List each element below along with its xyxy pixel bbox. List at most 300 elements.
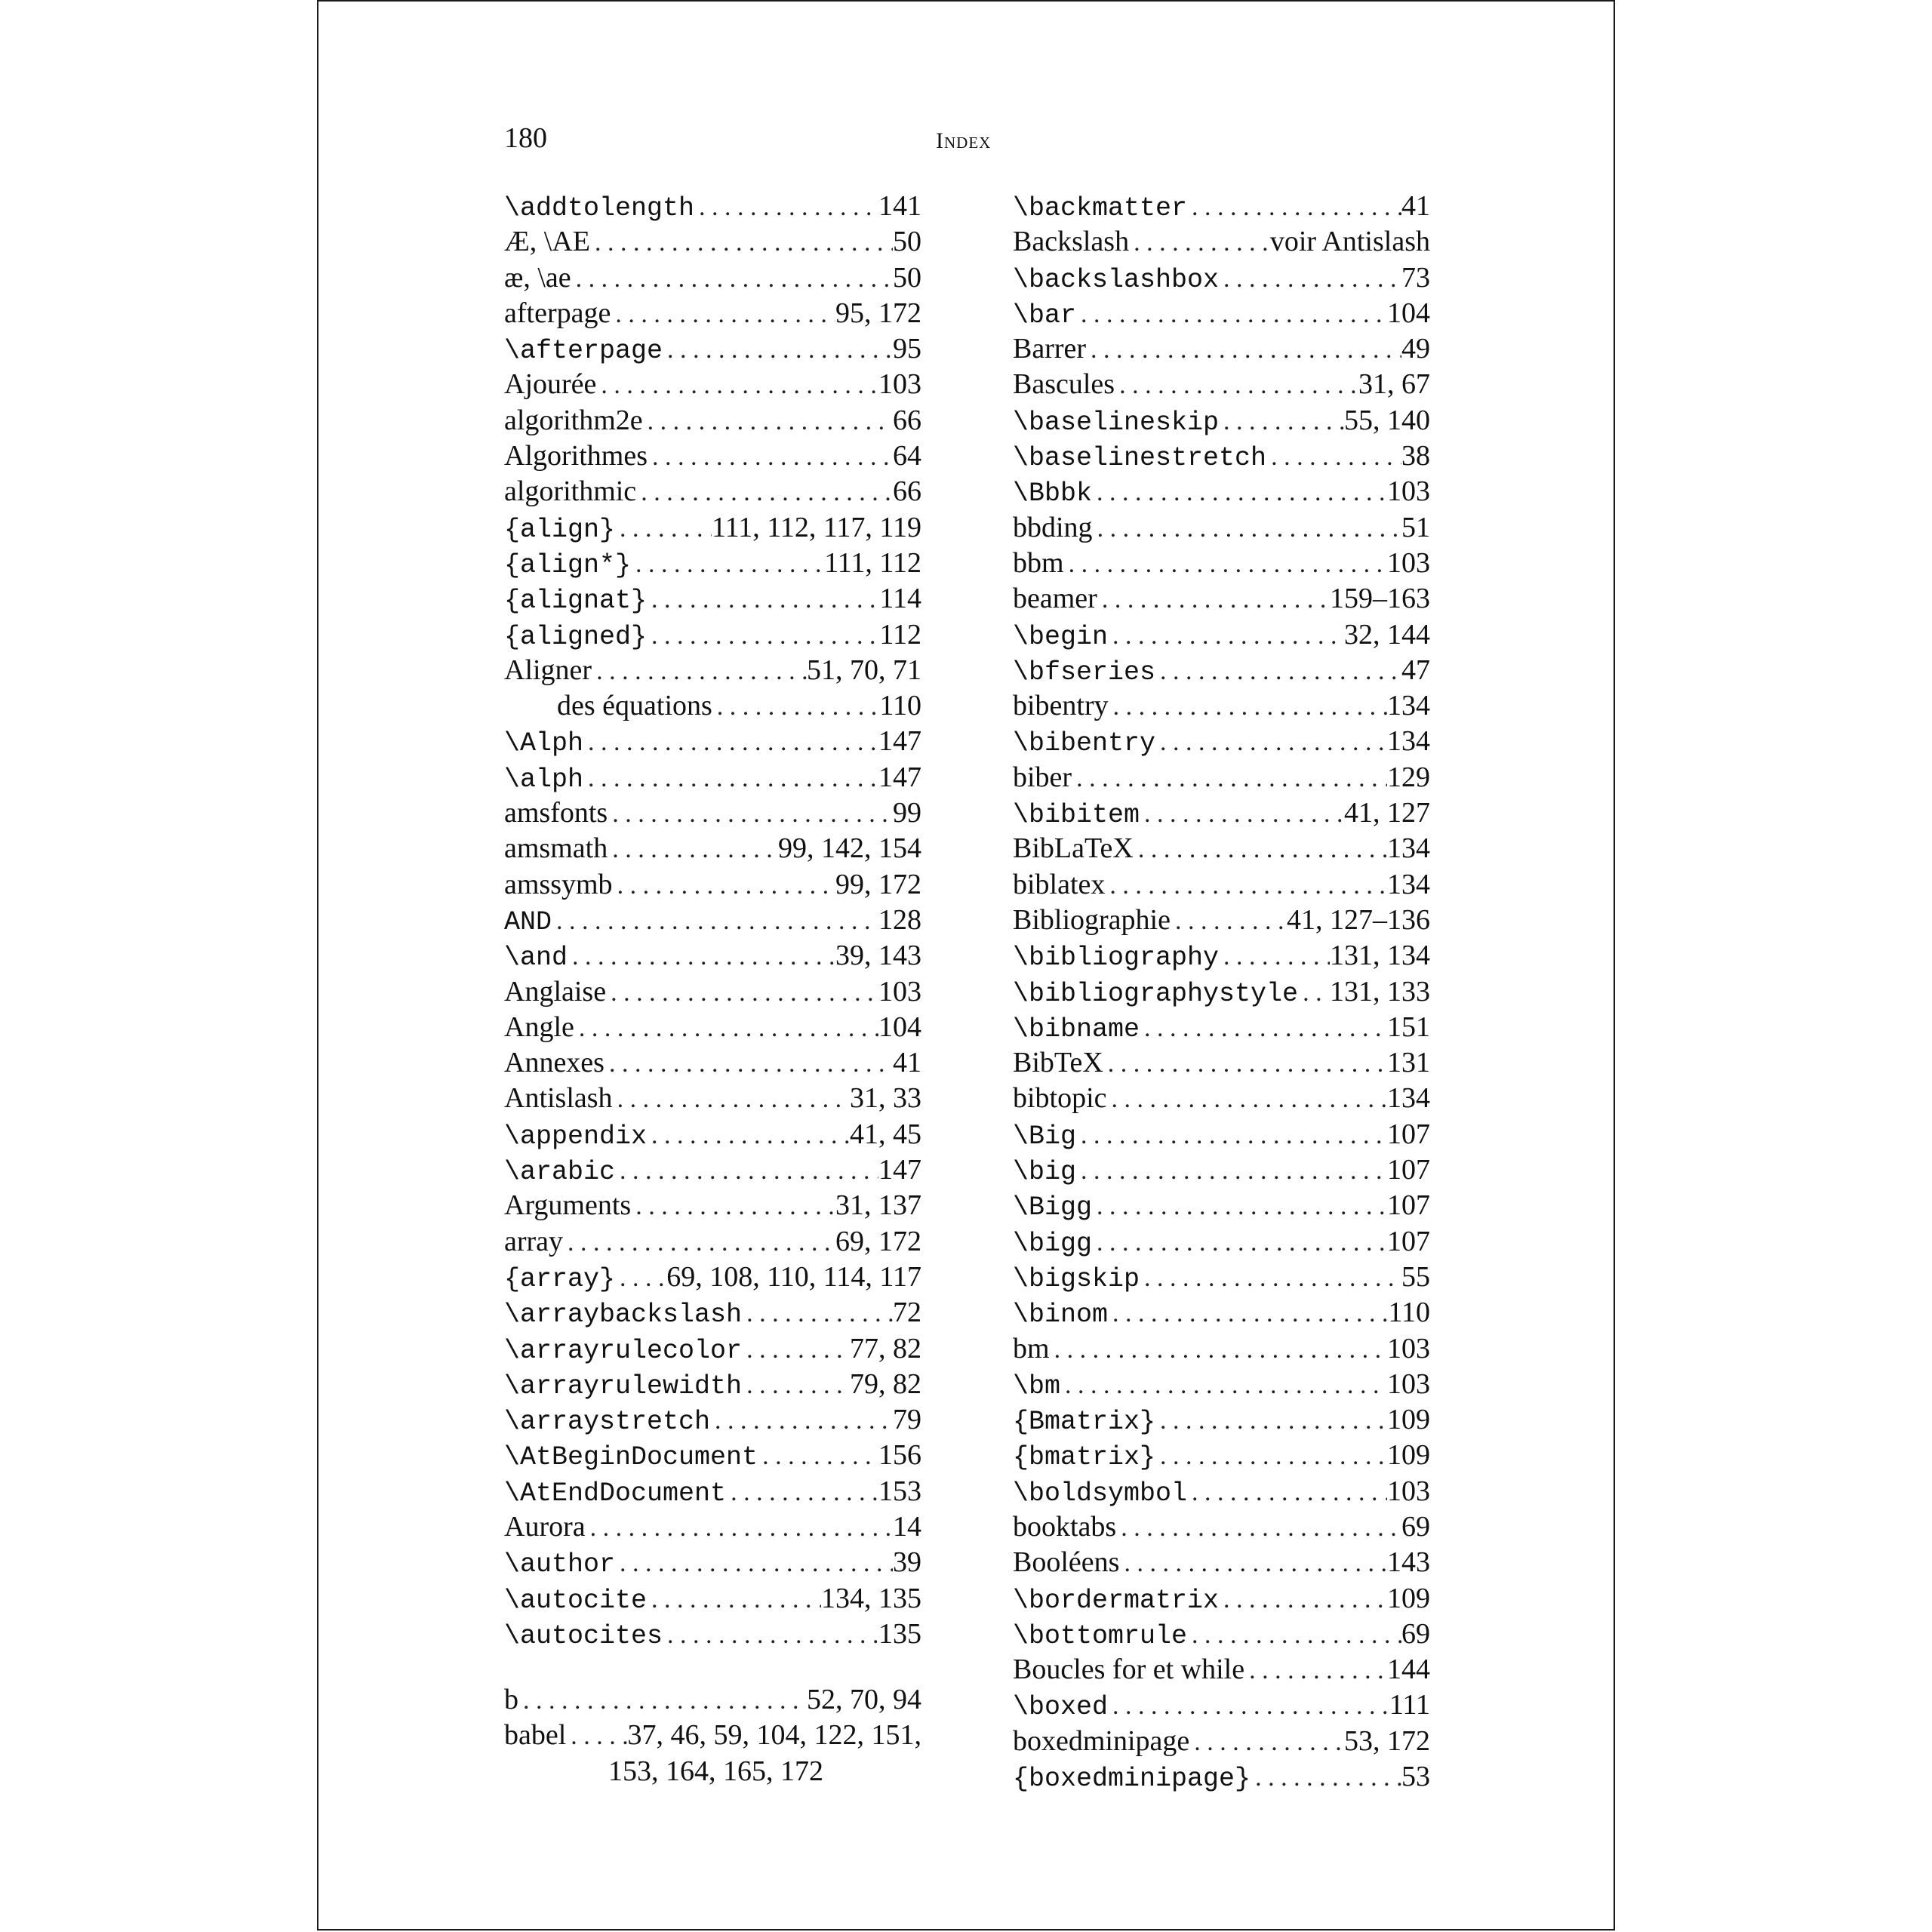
dot-leader [1108,618,1344,653]
index-term: amsfonts [504,797,608,829]
index-entry [1013,224,1430,260]
dot-leader [1076,1118,1387,1152]
index-term: \backslashbox [1013,264,1220,295]
dot-leader [615,511,712,546]
index-entry [1013,1331,1430,1367]
dot-leader [611,297,835,331]
index-entry [1013,1260,1430,1295]
index-term: Booléens [1013,1546,1120,1579]
index-pages: 128 [878,903,921,936]
dot-leader [647,618,879,653]
index-entry [1013,938,1430,974]
index-term: bbm [1013,546,1064,579]
index-entry [1013,1438,1430,1473]
dot-leader [663,332,893,367]
index-term: \baselinestretch [1013,443,1267,474]
index-entry [1013,1581,1430,1617]
index-entry [1013,1081,1430,1116]
index-pages: 129 [1387,761,1430,793]
index-term: \alph [504,764,584,795]
index-pages: 107 [1387,1189,1430,1222]
dot-leader [647,1582,821,1617]
dot-leader [1072,761,1387,795]
index-entry [504,474,921,509]
index-entry [1013,760,1430,795]
index-pages: 103 [1387,475,1430,508]
index-term: {Bmatrix} [1013,1407,1156,1438]
index-term: \arrayrulecolor [504,1335,743,1366]
index-pages: 111, 112, 117, 119 [712,511,921,543]
index-entry [1013,974,1430,1010]
index-term: \begin [1013,621,1109,652]
index-pages: 103 [1387,1367,1430,1400]
index-entry [1013,1224,1430,1260]
index-term: des équations [557,690,712,722]
index-entry [504,1682,921,1718]
index-pages: 151 [1387,1011,1430,1043]
index-pages: 69 [1401,1617,1430,1650]
index-term: Aurora [504,1510,586,1543]
dot-leader [1076,1153,1387,1188]
index-pages: 109 [1387,1439,1430,1472]
dot-leader [663,1617,878,1652]
index-entry [504,1224,921,1260]
dot-leader [1298,975,1330,1010]
index-term: \author [504,1549,616,1580]
index-pages: 53, 172 [1344,1724,1430,1757]
index-term: \and [504,943,568,974]
index-term: \bigg [1013,1228,1093,1259]
dot-leader [1187,1617,1401,1652]
dot-leader [1155,724,1387,759]
dot-leader [1093,511,1401,546]
dot-leader [1097,582,1330,617]
index-pages: 111 [1389,1689,1430,1721]
dot-leader [694,189,878,224]
index-entry [1013,1509,1430,1545]
index-term: \baselineskip [1013,407,1220,438]
index-entry [1013,1295,1430,1331]
index-pages: 99, 142, 154 [778,832,921,865]
dot-leader [1219,261,1401,296]
index-pages: 99, 172 [835,868,921,900]
index-pages: 103 [1387,546,1430,579]
index-entry [504,867,921,903]
index-term: Bibliographie [1013,903,1171,936]
index-pages: 112 [879,618,921,651]
index-entry [504,260,921,296]
page-header [504,119,1432,162]
index-term: \binom [1013,1300,1109,1331]
index-pages: 51 [1401,511,1430,543]
index-term: bbding [1013,511,1093,543]
index-term: Bascules [1013,368,1115,401]
index-entry [504,367,921,402]
index-pages: 143 [1387,1546,1430,1579]
index-pages: 69, 108, 110, 114, 117 [666,1260,921,1293]
index-term: \bibname [1013,1014,1140,1044]
index-term: \bibentry [1013,728,1156,759]
index-pages: 104 [878,1011,921,1043]
index-term: Boucles for et while [1013,1654,1245,1686]
index-entry [504,1367,921,1402]
index-term: \arraybackslash [504,1300,743,1331]
index-term: æ, \ae [504,261,571,294]
index-column-right [1013,189,1430,1795]
index-term: \bibitem [1013,800,1140,831]
index-term: booktabs [1013,1510,1117,1543]
index-term: {bmatrix} [1013,1442,1156,1473]
index-pages: 47 [1401,654,1430,686]
index-entry [504,938,921,974]
index-entry [1013,831,1430,866]
index-term: \Bbbk [1013,478,1093,509]
letter-group-gap [504,1652,921,1682]
index-entry [1013,903,1430,938]
dot-leader [1105,868,1387,903]
index-pages: 99 [893,797,921,829]
index-pages: 134 [1387,868,1430,900]
index-term: \afterpage [504,336,663,367]
index-pages: 31, 137 [835,1189,921,1222]
index-entry [1013,617,1430,653]
index-term: b [504,1684,518,1716]
index-pages: 135 [878,1617,921,1650]
index-term: babel [504,1719,567,1752]
index-pages: 147 [878,761,921,793]
dot-leader [1115,368,1358,402]
index-term: Antislash [504,1082,613,1115]
index-pages: 131 [1387,1047,1430,1079]
index-pages: 134 [1387,725,1430,758]
index-term: bm [1013,1332,1050,1364]
dot-leader [605,1046,893,1081]
dot-leader [586,1510,893,1545]
index-entry [504,831,921,866]
dot-leader [608,832,778,866]
index-term: \AtBeginDocument [504,1442,758,1473]
index-term: Aligner [504,654,592,686]
index-entry [504,795,921,831]
dot-leader [1155,1403,1387,1438]
index-entry [504,189,921,224]
index-term: algorithm2e [504,404,643,436]
index-pages: 103 [1387,1475,1430,1507]
dot-leader [583,761,878,795]
index-term: \Alph [504,728,584,759]
index-term: \Big [1013,1121,1077,1152]
index-term: \boxed [1013,1692,1109,1723]
index-entry [504,974,921,1010]
index-pages: 77, 82 [850,1332,921,1364]
index-entry [1013,1724,1430,1759]
dot-leader [1092,475,1387,509]
index-entry [504,617,921,653]
index-term: \arraystretch [504,1407,711,1438]
dot-leader [1064,546,1387,581]
index-term: biblatex [1013,868,1106,900]
dot-leader [1219,939,1330,974]
dot-leader [1155,654,1401,688]
index-pages: voir Antislash [1269,226,1430,258]
dot-leader [648,439,893,474]
index-pages: 144 [1387,1654,1430,1686]
index-entry [504,1617,921,1652]
index-pages: 55 [1401,1260,1430,1293]
index-entry [504,1045,921,1081]
dot-leader [1109,689,1387,724]
index-entry [504,653,921,688]
index-term: \AtEndDocument [504,1478,727,1509]
dot-leader [571,261,893,296]
index-entry [504,296,921,331]
index-term: boxedminipage [1013,1724,1190,1757]
index-term: Barrer [1013,333,1087,365]
index-pages: 153 [878,1475,921,1507]
dot-leader [636,475,893,509]
index-term: amssymb [504,868,613,900]
index-entry [504,1581,921,1617]
index-pages: 109 [1387,1404,1430,1436]
index-entry [1013,331,1430,367]
dot-leader [1108,1296,1388,1331]
index-pages: 114 [879,583,921,615]
dot-leader [1134,832,1387,866]
dot-leader [518,1683,807,1718]
index-entry [504,581,921,617]
index-entry [504,1474,921,1509]
index-pages: 147 [878,1154,921,1186]
index-entry [504,1545,921,1580]
dot-leader [631,1189,835,1223]
index-term: Arguments [504,1189,632,1222]
index-pages: 38 [1401,440,1430,472]
index-pages: 64 [893,440,921,472]
dot-leader [1103,1046,1387,1081]
index-pages: 66 [893,404,921,436]
index-term: amsmath [504,832,608,865]
index-entry [1013,474,1430,509]
index-term: {boxedminipage} [1013,1764,1251,1795]
index-entry [1013,795,1430,831]
index-term: Angle [504,1011,574,1043]
index-entry [1013,1045,1430,1081]
index-pages: 107 [1387,1118,1430,1150]
index-term: \bottomrule [1013,1620,1188,1651]
index-pages: 32, 144 [1344,618,1430,651]
index-entry [1013,867,1430,903]
index-term: \big [1013,1157,1077,1188]
dot-leader [1092,1225,1387,1260]
index-term: afterpage [504,297,611,329]
index-term: algorithmic [504,475,637,508]
index-entry [504,1509,921,1545]
index-pages: 147 [878,725,921,758]
index-pages: 134 [1387,832,1430,865]
index-entry [504,903,921,938]
index-pages: 69 [1401,1510,1430,1543]
index-pages: 131, 133 [1330,975,1430,1008]
index-pages: 103 [878,975,921,1008]
dot-leader [1187,189,1401,224]
dot-leader [742,1332,850,1367]
index-term: Annexes [504,1047,605,1079]
index-pages: 141 [878,190,921,222]
index-term: \bar [1013,300,1077,331]
dot-leader [647,1118,850,1152]
dot-leader [712,689,880,724]
index-entry [1013,1545,1430,1580]
index-term: \bigskip [1013,1263,1140,1294]
index-term: \boldsymbol [1013,1478,1188,1509]
dot-leader [742,1367,850,1402]
index-pages: 53 [1401,1761,1430,1793]
index-pages: 51, 70, 71 [807,654,921,686]
index-term: Ajourée [504,368,597,401]
index-term: Algorithmes [504,440,648,472]
dot-leader [606,975,878,1010]
dot-leader [566,1718,627,1753]
index-entry [504,546,921,581]
index-entry [1013,688,1430,724]
index-pages: 111, 112 [824,546,921,579]
dot-leader [1140,796,1344,831]
index-pages: 50 [893,261,921,294]
index-entry [1013,724,1430,759]
index-entry [504,1188,921,1223]
dot-leader [1266,439,1401,474]
dot-leader [1116,1510,1401,1545]
index-pages: 134 [1387,1082,1430,1115]
dot-leader [1107,1081,1387,1116]
index-term: \Bigg [1013,1192,1093,1223]
index-entry [504,1295,921,1331]
index-pages: 49 [1401,333,1430,365]
index-term: \autocites [504,1620,663,1651]
index-entry [504,1117,921,1152]
dot-leader [574,1011,878,1045]
index-entry [1013,1188,1430,1223]
index-entry [504,1081,921,1116]
running-title: Index [936,128,992,153]
dot-leader [742,1296,893,1331]
dot-leader [1050,1332,1387,1367]
dot-leader [1189,1724,1344,1759]
index-entry [1013,189,1430,224]
dot-leader [1155,1438,1387,1473]
index-pages: 41 [1401,190,1430,222]
index-pages: 39 [893,1546,921,1579]
index-pages: 66 [893,475,921,508]
dot-leader [1129,225,1270,260]
index-term: \bibliography [1013,943,1220,974]
index-term: Backslash [1013,226,1130,258]
index-pages: 39, 143 [835,940,921,972]
dot-leader [1060,1367,1387,1402]
index-entry [504,510,921,546]
index-entry [504,1438,921,1473]
index-term: bibtopic [1013,1082,1107,1115]
index-entry [1013,1402,1430,1438]
index-pages: 41 [893,1047,921,1079]
dot-leader [710,1403,893,1438]
index-pages: 159–163 [1330,583,1430,615]
index-pages: 41, 45 [850,1118,921,1150]
index-pages: 103 [1387,1332,1430,1364]
index-pages: 69, 172 [835,1225,921,1257]
index-pages: 131, 134 [1330,940,1430,972]
dot-leader [613,868,835,903]
index-pages: 73 [1401,261,1430,294]
index-entry [504,1402,921,1438]
index-term: \arabic [504,1157,616,1188]
index-entry [504,438,921,474]
index-pages: 52, 70, 94 [807,1684,921,1716]
index-term: \appendix [504,1121,648,1152]
index-pages: 37, 46, 59, 104, 122, 151, [627,1719,921,1752]
index-pages: 95 [893,333,921,365]
index-pages: 55, 140 [1344,404,1430,436]
index-pages: 14 [893,1510,921,1543]
index-entry [1013,1010,1430,1045]
dot-leader [590,225,893,260]
dot-leader [596,368,878,402]
index-pages: 109 [1387,1582,1430,1614]
index-entry [1013,1152,1430,1188]
index-entry [1013,260,1430,296]
dot-leader [615,1260,666,1295]
index-term: biber [1013,761,1072,793]
dot-leader [1119,1546,1387,1580]
index-entry [504,760,921,795]
index-term: array [504,1225,564,1257]
index-term: Æ, \AE [504,226,590,258]
dot-leader [568,939,835,974]
index-entry [504,1010,921,1045]
index-pages: 79, 82 [850,1367,921,1400]
index-pages: 50 [893,226,921,258]
index-pages: 107 [1387,1154,1430,1186]
dot-leader [1140,1011,1387,1045]
dot-leader [643,404,893,438]
index-pages: 104 [1387,297,1430,329]
index-entry [504,403,921,438]
index-term: Anglaise [504,975,607,1008]
index-entry [1013,403,1430,438]
dot-leader [1187,1475,1387,1509]
index-pages: 31, 33 [850,1082,921,1115]
index-pages: 156 [878,1439,921,1472]
dot-leader [726,1475,878,1509]
dot-leader [1219,404,1344,438]
dot-leader [615,1153,878,1188]
index-entry [504,724,921,759]
dot-leader [1140,1260,1401,1295]
index-entry [1013,546,1430,581]
index-term: \bm [1013,1371,1061,1401]
index-entry [1013,367,1430,402]
index-entry [1013,296,1430,331]
index-term: {align*} [504,549,632,580]
index-entry [504,224,921,260]
index-term: \bordermatrix [1013,1585,1220,1616]
dot-leader [583,724,878,759]
index-pages: 72 [893,1297,921,1329]
dot-leader [631,546,824,581]
index-term: \arrayrulewidth [504,1371,743,1401]
index-term: AND [504,906,552,937]
index-pages: 31, 67 [1358,368,1430,401]
